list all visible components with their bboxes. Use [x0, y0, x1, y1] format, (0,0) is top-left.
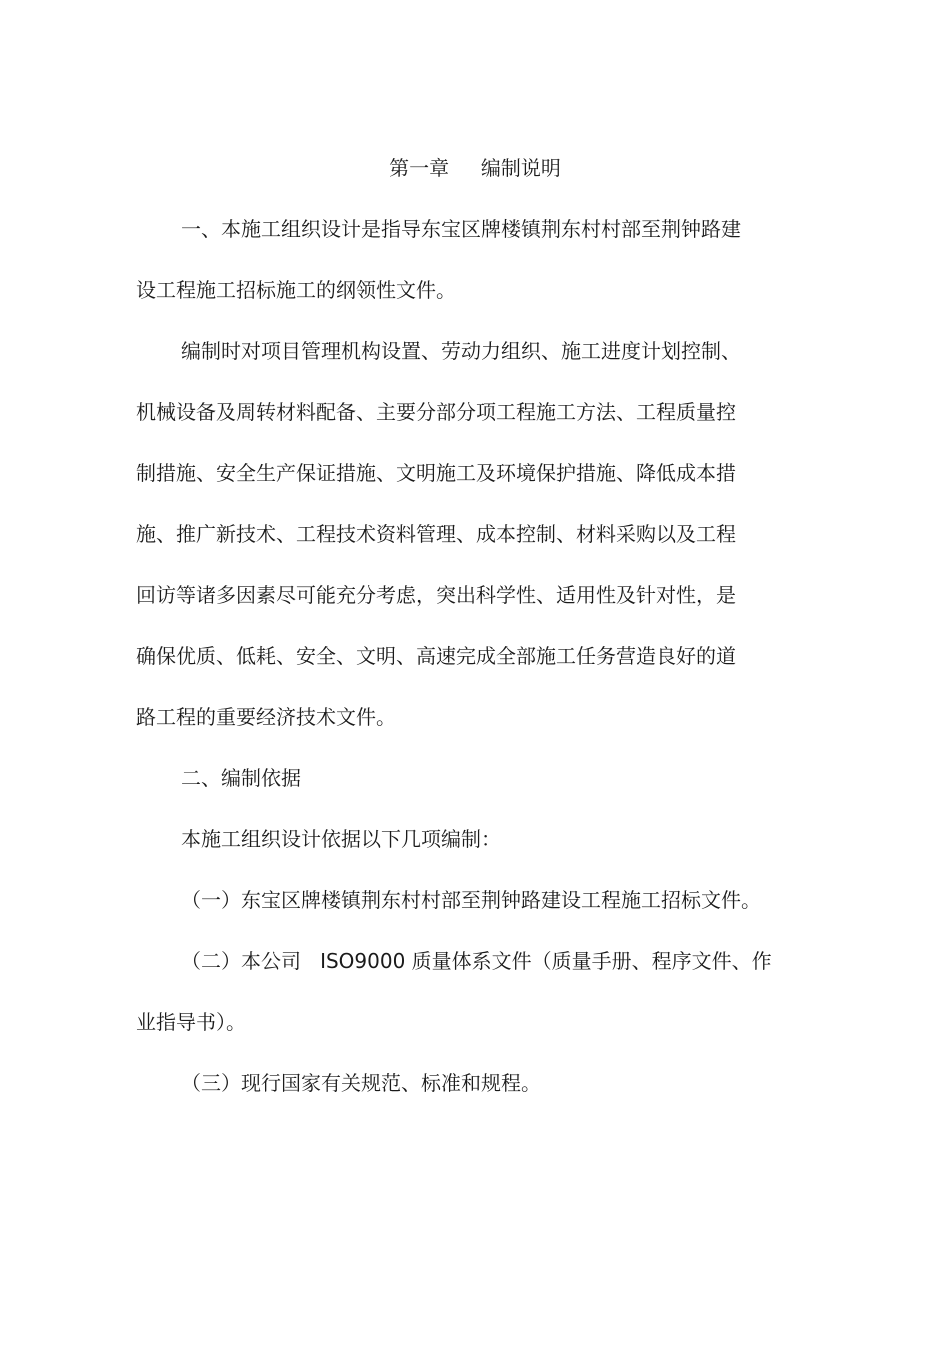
list-item: （三）现行国家有关规范、标准和规程。 — [181, 1071, 541, 1095]
list-item: （二）本公司 ISO9000 质量体系文件（质量手册、程序文件、作 — [181, 949, 772, 973]
paragraph-line: 编制时对项目管理机构设置、劳动力组织、施工进度计划控制、 — [181, 339, 741, 363]
chapter-title: 第一章 编制说明 — [389, 156, 561, 180]
paragraph-line: 机械设备及周转材料配备、主要分部分项工程施工方法、工程质量控 — [136, 400, 736, 424]
paragraph-line: 制措施、安全生产保证措施、文明施工及环境保护措施、降低成本措 — [136, 461, 736, 485]
list-item: （一）东宝区牌楼镇荆东村村部至荆钟路建设工程施工招标文件。 — [181, 888, 761, 912]
paragraph-line: 本施工组织设计依据以下几项编制： — [181, 827, 501, 851]
paragraph-line: 施、推广新技术、工程技术资料管理、成本控制、材料采购以及工程 — [136, 522, 736, 546]
paragraph-line: 路工程的重要经济技术文件。 — [136, 705, 396, 729]
paragraph-line: 回访等诸多因素尽可能充分考虑，突出科学性、适用性及针对性，是 — [136, 583, 736, 607]
section-heading: 二、编制依据 — [181, 766, 301, 790]
list-item-continuation: 业指导书）。 — [136, 1010, 246, 1034]
paragraph-line: 一、本施工组织设计是指导东宝区牌楼镇荆东村村部至荆钟路建 — [181, 217, 741, 241]
paragraph-line: 设工程施工招标施工的纲领性文件。 — [136, 278, 456, 302]
paragraph-line: 确保优质、低耗、安全、文明、高速完成全部施工任务营造良好的道 — [136, 644, 736, 668]
